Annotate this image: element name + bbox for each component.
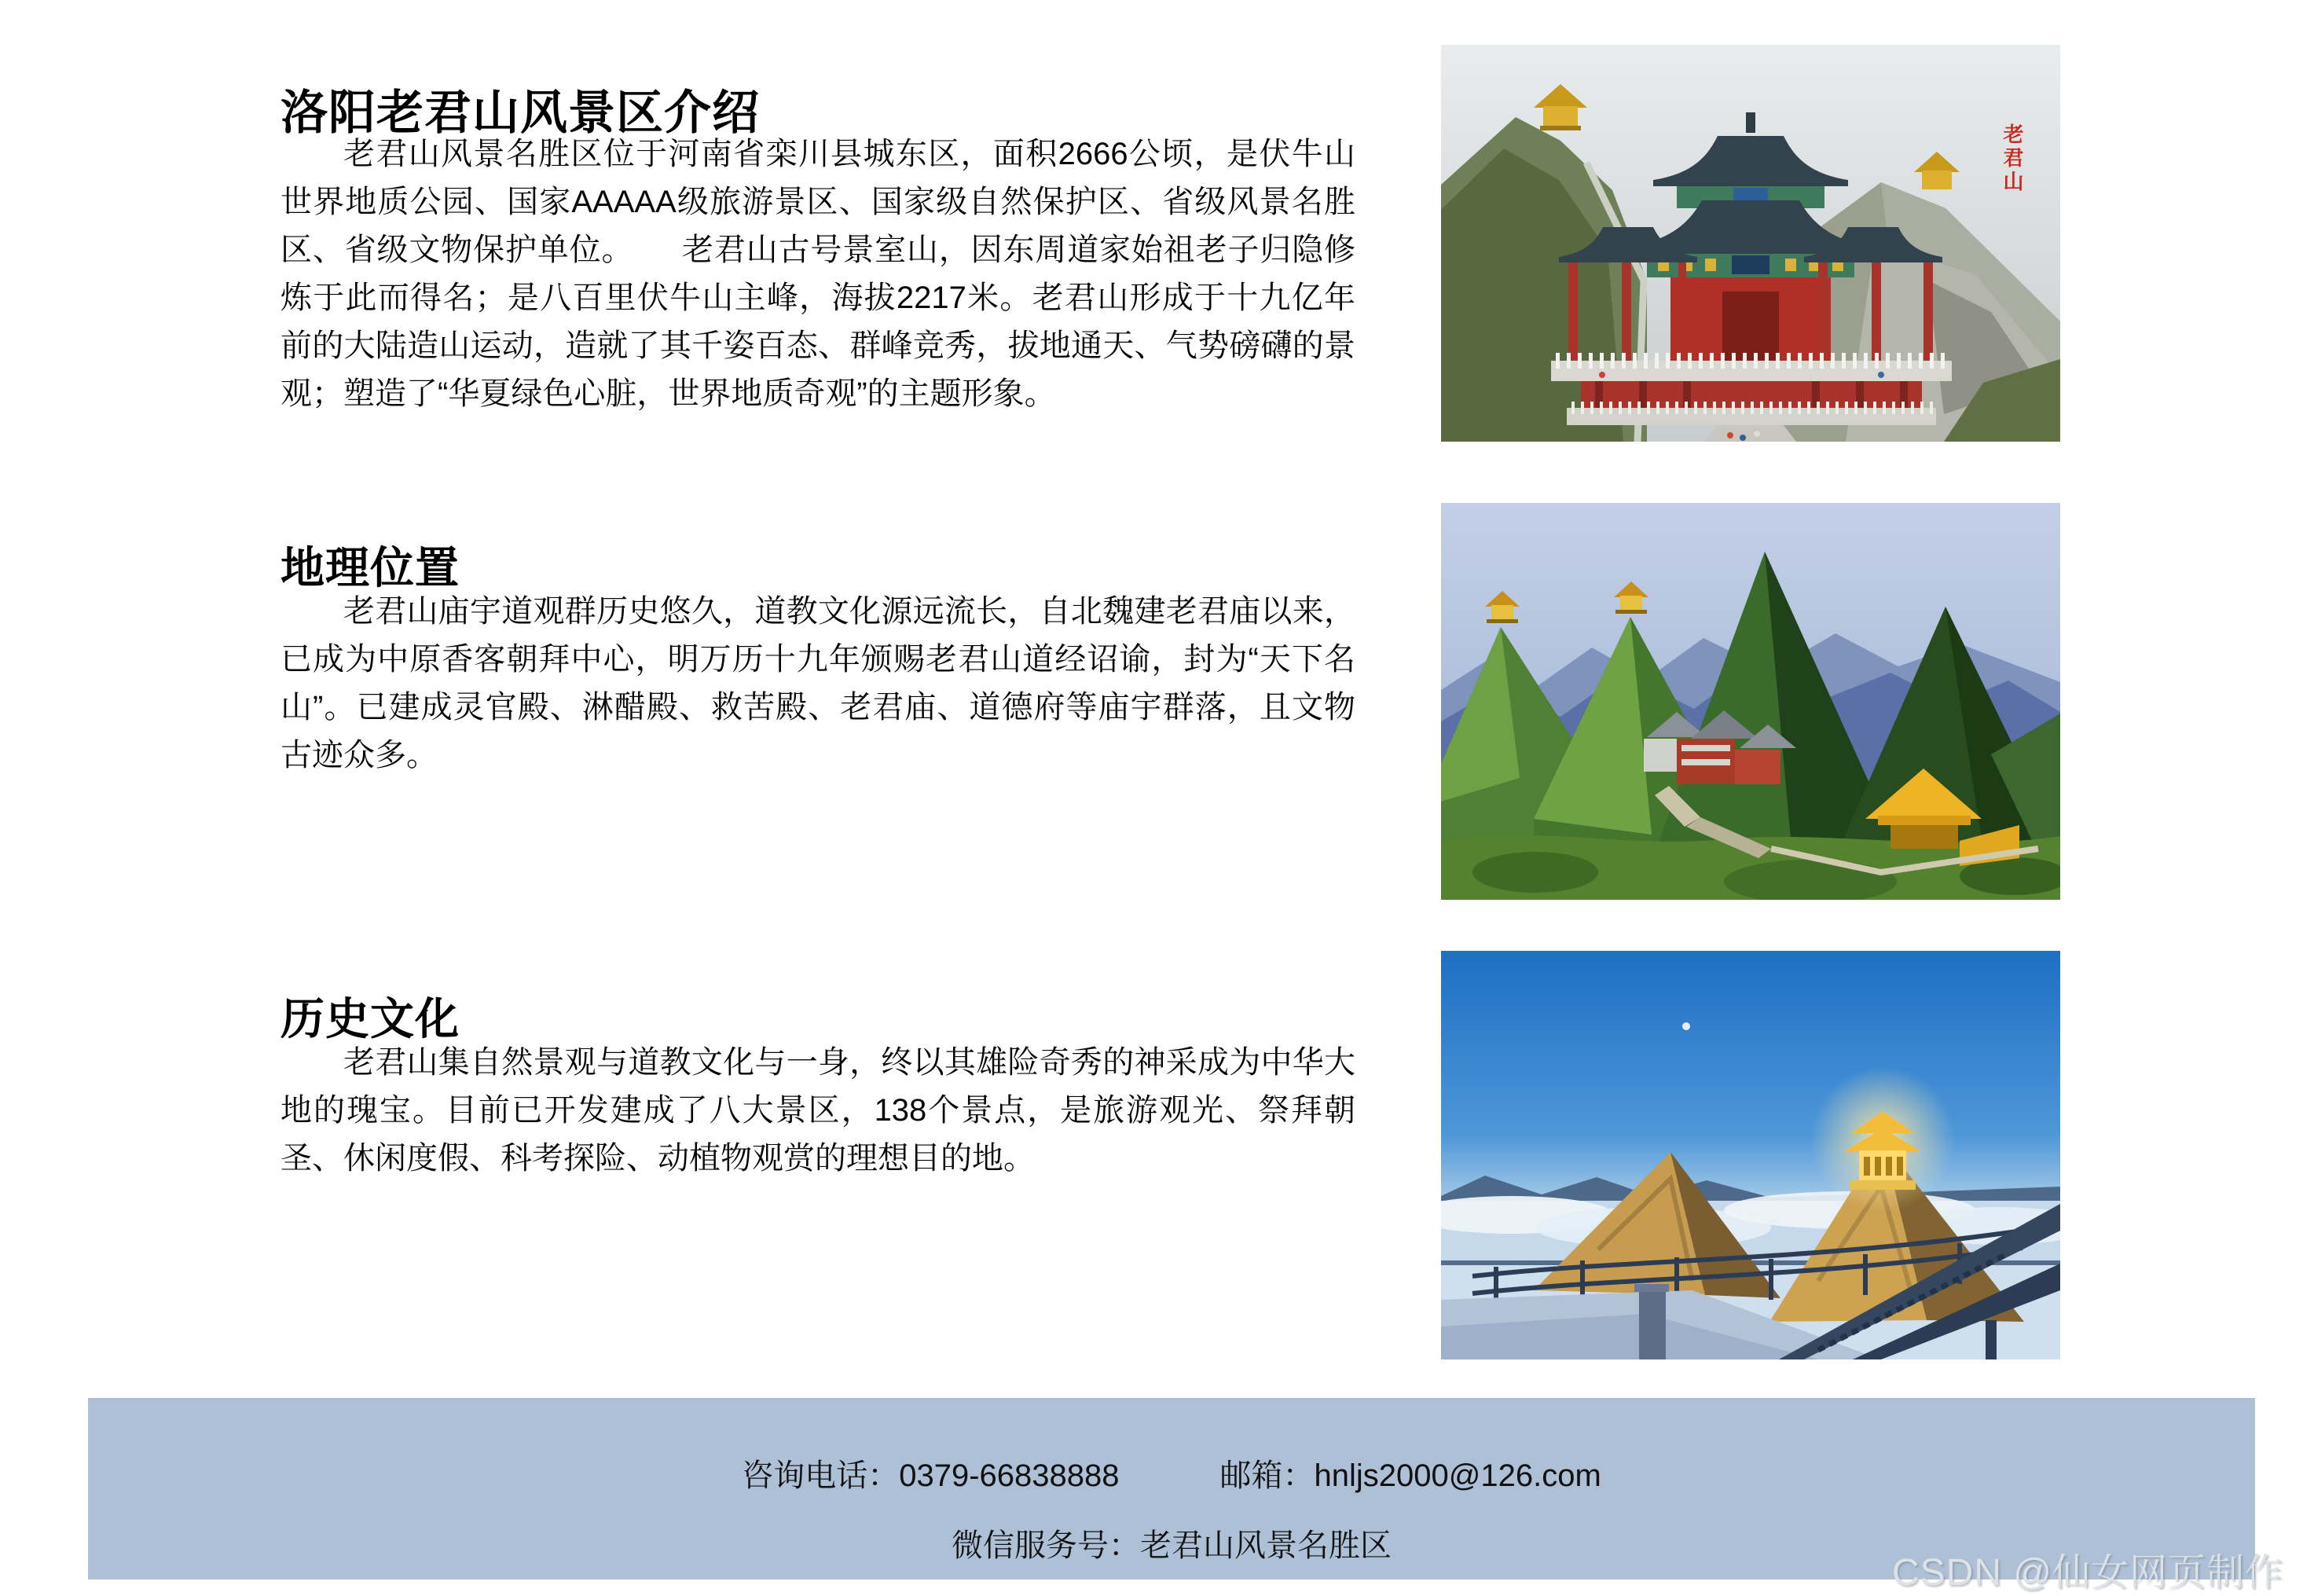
- csdn-watermark: CSDN @仙女网页制作: [1892, 1552, 2284, 1594]
- footer-phone: 咨询电话：0379-66838888: [742, 1458, 1120, 1493]
- green-peaks-aerial-photo: [1441, 503, 2060, 900]
- page-title: 洛阳老君山风景区介绍: [281, 86, 760, 140]
- geography-paragraph: 老君山庙宇道观群历史悠久，道教文化源远流长，自北魏建老君庙以来，已成为中原香客朝拜中心，明万历十九年颁赐老君山道经诏谕，封为“天下名山”。已建成灵官殿、淋醋殿、救苦殿、老君庙、道德府等庙宇群落，且文物古迹众多。: [281, 594, 1355, 772]
- footer-email: 邮箱：hnljs2000@126.com: [1219, 1458, 1601, 1493]
- history-paragraph: 老君山集自然景观与道教文化与一身，终以其雄险奇秀的神采成为中华大地的瑰宝。目前已开发建成了八大景区，138个景点，是旅游观光、祭拜朝圣、休闲度假、科考探险、动植物观赏的理想目的地。: [281, 1045, 1355, 1176]
- section-heading-history: 历史文化: [281, 994, 460, 1044]
- footer-contact-line: [88, 1451, 2255, 1495]
- golden-pavilion-dawn-photo: [1441, 951, 2060, 1359]
- intro-paragraph: 老君山风景名胜区位于河南省栾川县城东区，面积2666公顷，是伏牛山世界地质公园、国家AAAAA级旅游景区、国家级自然保护区、省级风景名胜区、省级文物保护单位。 老君山古号景室山，因东周道家始祖老子归隐修炼于此而得名；是八百里伏牛山主峰，海拔2217米。老君山形成于十九亿年前的大陆造山运动，造就了其千姿百态、群峰竞秀，拔地通天、气势磅礴的景观；塑造了“华夏绿色心脏，世界地质奇观”的主题形象。: [281, 137, 1355, 411]
- footer-wechat: 微信服务号：老君山风景名胜区: [952, 1528, 1392, 1563]
- section-heading-geography: 地理位置: [281, 543, 460, 593]
- laojunshan-temple-photo: [1441, 45, 2060, 442]
- photo-red-watermark: 老君山: [2000, 123, 2024, 194]
